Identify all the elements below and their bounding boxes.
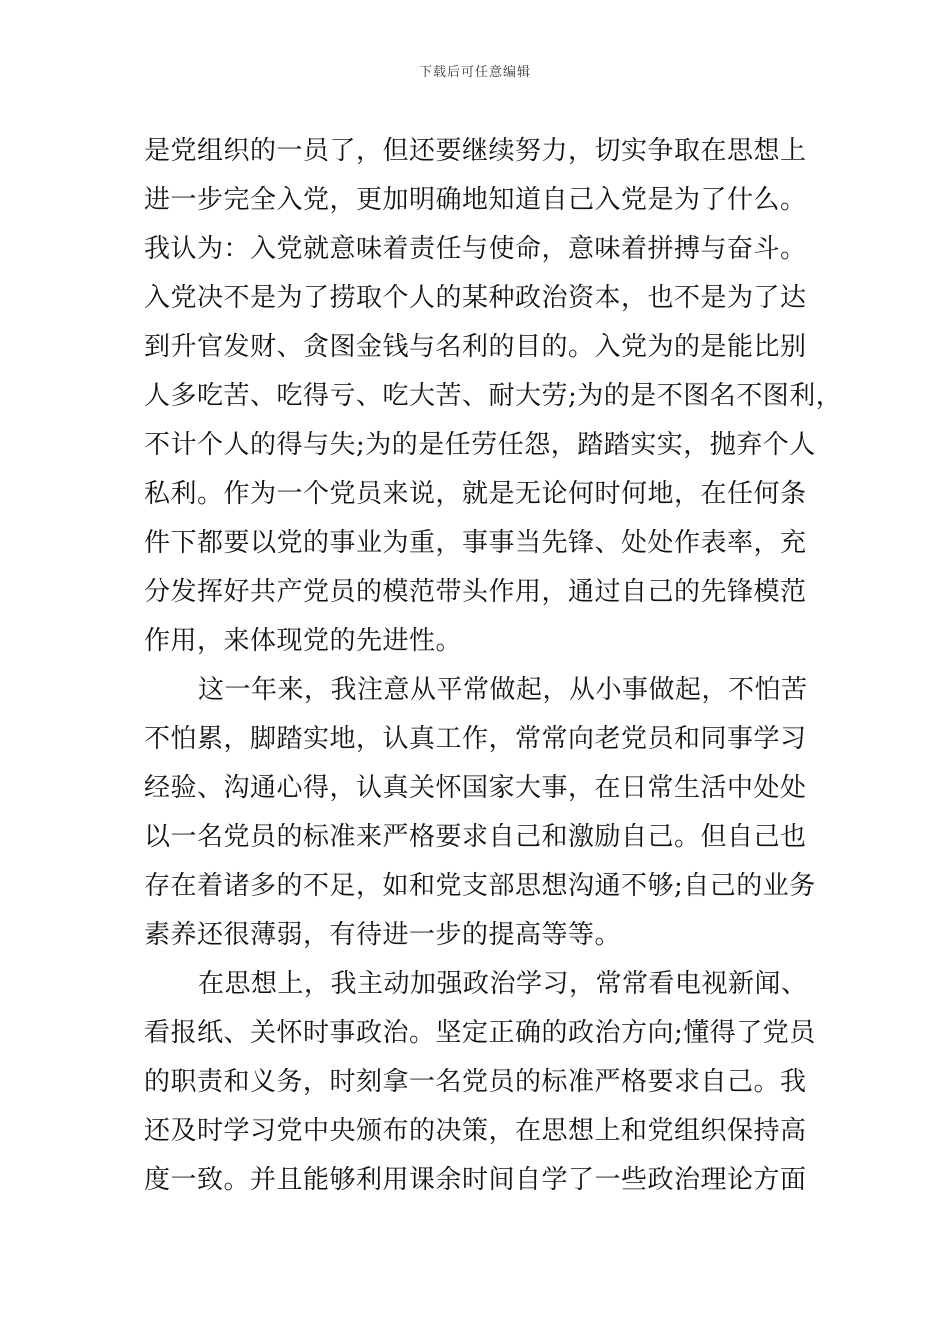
text-line: 件下都要以党的事业为重，事事当先锋、处处作表率，充 (144, 528, 807, 558)
text-line: 素养还很薄弱，有待进一步的提高等等。 (144, 920, 622, 950)
text-line: 以一名党员的标准来严格要求自己和激励自己。但自己也 (144, 822, 807, 852)
text-line: 还及时学习党中央颁布的决策，在思想上和党组织保持高 (144, 1116, 807, 1146)
text-line: 看报纸、关怀时事政治。坚定正确的政治方向;懂得了党员 (144, 1018, 816, 1048)
document-body (144, 127, 843, 1205)
text-line: 在思想上，我主动加强政治学习，常常看电视新闻、 (198, 969, 808, 999)
text-line: 这一年来，我注意从平常做起，从小事做起，不怕苦 (198, 675, 808, 705)
paragraph-3 (144, 960, 824, 1205)
paragraph-1 (144, 127, 843, 666)
text-line: 不怕累，脚踏实地，认真工作，常常向老党员和同事学习 (144, 724, 807, 754)
text-line: 经验、沟通心得，认真关怀国家大事，在日常生活中处处 (144, 773, 807, 803)
text-line: 到升官发财、贪图金钱与名利的目的。入党为的是能比别 (144, 332, 807, 362)
text-line: 入党决不是为了捞取个人的某种政治资本，也不是为了达 (144, 283, 807, 313)
text-line: 分发挥好共产党员的模范带头作用，通过自己的先锋模范 (144, 577, 807, 607)
text-line: 私利。作为一个党员来说，就是无论何时何地，在任何条 (144, 479, 807, 509)
text-line: 度一致。并且能够利用课余时间自学了一些政治理论方面 (144, 1165, 807, 1195)
text-line: 不计个人的得与失;为的是任劳任怨，踏踏实实，抛弃个人 (144, 430, 816, 460)
text-line: 是党组织的一员了，但还要继续努力，切实争取在思想上 (144, 136, 807, 166)
page-header: 下载后可任意编辑 (418, 65, 531, 80)
text-line: 人多吃苦、吃得亏、吃大苦、耐大劳;为的是不图名不图利， (144, 381, 843, 411)
text-line: 进一步完全入党，更加明确地知道自己入党是为了什么。 (144, 185, 807, 215)
text-line: 的职责和义务，时刻拿一名党员的标准严格要求自己。我 (144, 1067, 807, 1097)
paragraph-2 (144, 666, 824, 960)
text-line: 我认为：入党就意味着责任与使命，意味着拼搏与奋斗。 (144, 234, 807, 264)
text-line: 存在着诸多的不足，如和党支部思想沟通不够;自己的业务 (144, 871, 816, 901)
text-line: 作用，来体现党的先进性。 (144, 626, 463, 656)
